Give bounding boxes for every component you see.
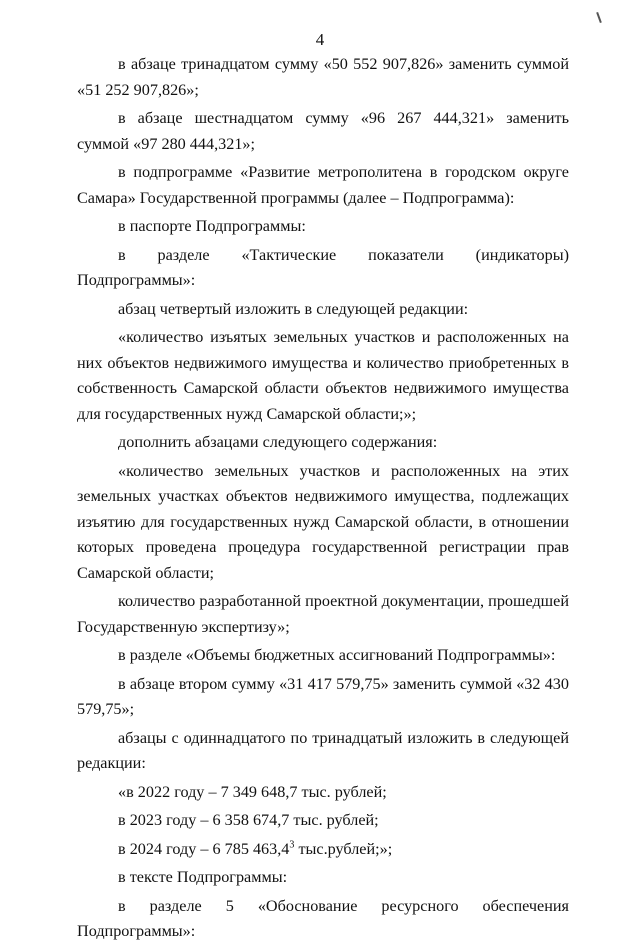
paragraph-text-tail: тыс.рублей;»; [294, 839, 393, 858]
paragraph: «количество изъятых земельных участков и расположенных на них объектов недвижимого имущества и количество приобретенных в собственность Самарской области объектов недвижимого имущества для государственных нужд Самарской области;»; [77, 328, 569, 423]
paragraph: абзацы с одиннадцатого по тринадцатый изложить в следующей редакции: [77, 728, 569, 772]
paragraph: в 2023 году – 6 358 674,7 тыс. рублей; [118, 811, 379, 829]
corner-pen-mark [596, 12, 602, 23]
paragraph: в разделе 5 «Обоснование ресурсного обеспечения Подпрограммы»: [77, 896, 569, 940]
paragraph: в абзаце тринадцатом сумму «50 552 907,826» заменить суммой «51 252 907,826»; [77, 55, 569, 99]
paragraph: в абзаце шестнадцатом сумму «96 267 444,321» заменить суммой «97 280 444,321»; [77, 109, 569, 153]
paragraph: в подпрограмме «Развитие метрополитена в городском округе Самара» Государственной программы (далее – Подпрограмма): [77, 163, 569, 207]
paragraph [77, 837, 569, 863]
paragraph: абзац четвертый изложить в следующей редакции: [118, 299, 469, 318]
paragraph: количество разработанной проектной документации, прошедшей Государственную экспертизу»; [77, 592, 569, 636]
paragraph: дополнить абзацами следующего содержания: [118, 433, 438, 451]
page-number: 4 [315, 30, 325, 49]
document-body [77, 52, 569, 945]
paragraph: в разделе «Объемы бюджетных ассигнований Подпрограммы»: [118, 646, 556, 664]
paragraph: в паспорте Подпрограммы: [118, 217, 306, 235]
paragraph: в абзаце втором сумму «31 417 579,75» заменить суммой «32 430 579,75»; [77, 674, 569, 718]
superscript: 3 [289, 839, 295, 851]
paragraph: «количество земельных участков и расположенных на этих земельных участках объектов недвижимого имущества, подлежащих изъятию для государственных нужд Самарской области, в отношении которых проведена процедура государственной регистрации прав Самарской области; [77, 461, 569, 582]
paragraph: в тексте Подпрограммы: [118, 868, 288, 886]
paragraph-text: в 2024 году – 6 785 463,4 [118, 839, 290, 858]
paragraph: «в 2022 году – 7 349 648,7 тыс. рублей; [118, 782, 387, 801]
paragraph: в разделе «Тактические показатели (индикаторы) Подпрограммы»: [77, 245, 569, 289]
